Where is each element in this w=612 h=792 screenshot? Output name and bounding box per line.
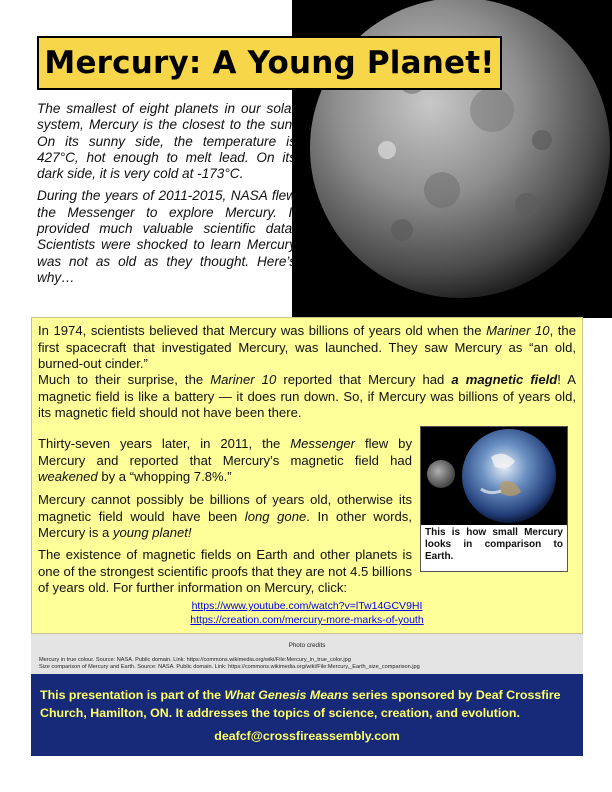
footer-email[interactable]: deafcf@crossfireassembly.com	[214, 729, 400, 743]
title-banner	[37, 36, 502, 90]
body-paragraph-1: In 1974, scientists believed that Mercury was billions of years old when the Mariner 10, the first spacecraft that investigated Mercury, was launched. They saw Mercury as “an old, burned-out cinder.”	[38, 323, 576, 371]
figure-caption: This is how small Mercury looks in comparison to Earth.	[425, 527, 563, 562]
creation-link[interactable]: https://creation.com/mercury-more-marks-of-youth	[190, 614, 424, 626]
credit-line-2: Size comparison of Mercury and Earth. Source: NASA. Public domain. Link: https://commons.wikimedia.org/wiki/File:Mercury,_Earth_size_comparison.jpg	[39, 664, 420, 670]
photo-credits	[31, 634, 583, 674]
youtube-link[interactable]: https://www.youtube.com/watch?v=lTw14GCV9HI	[191, 600, 423, 612]
page-title: Mercury: A Young Planet!	[44, 45, 495, 81]
intro-paragraph-1: The smallest of eight planets in our solar system, Mercury is the closest to the sun. On its sunny side, the temperature is 427°C, hot enough to melt lead. On its dark side, it is very cold at -173°C.	[37, 101, 296, 182]
credit-line-1: Mercury in true colour. Source: NASA. Public domain. Link: https://commons.wikimedia.org/wiki/File:Mercury_in_true_color.jpg	[39, 657, 351, 663]
body-paragraph-2: Much to their surprise, the Mariner 10 reported that Mercury had a magnetic field! A magnetic field is like a battery — it does run down. So, if Mercury was billions of years old, its magnetic field should not have been there.	[38, 372, 576, 420]
intro-section	[37, 101, 296, 292]
intro-paragraph-2: During the years of 2011-2015, NASA flew the Messenger to explore Mercury. It provided much valuable scientific data. Scientists were shocked to learn Mercury was not as old as they thought. Here’s why…	[37, 188, 296, 285]
credits-title: Photo credits	[288, 642, 326, 649]
links-section	[31, 599, 583, 627]
body-paragraph-4: Mercury cannot possibly be billions of years old, otherwise its magnetic field would have been long gone. In other words, Mercury is a young planet!	[38, 492, 412, 540]
body-paragraph-5: The existence of magnetic fields on Earth and other planets is one of the strongest scientific proofs that they are not 4.5 billions of years old. For further information on Mercury, click:	[38, 547, 412, 595]
earth-mercury-photo	[421, 427, 567, 525]
footer-banner	[31, 674, 583, 756]
size-comparison-figure	[420, 426, 568, 572]
footer-text: This presentation is part of the What Genesis Means series sponsored by Deaf Crossfire Church, Hamilton, ON. It addresses the topics of science, creation, and evolution.	[40, 688, 561, 720]
body-paragraph-3: Thirty-seven years later, in 2011, the Messenger flew by Mercury and reported that Mercury’s magnetic field had weakened by a “whopping 7.8%.”	[38, 436, 412, 484]
